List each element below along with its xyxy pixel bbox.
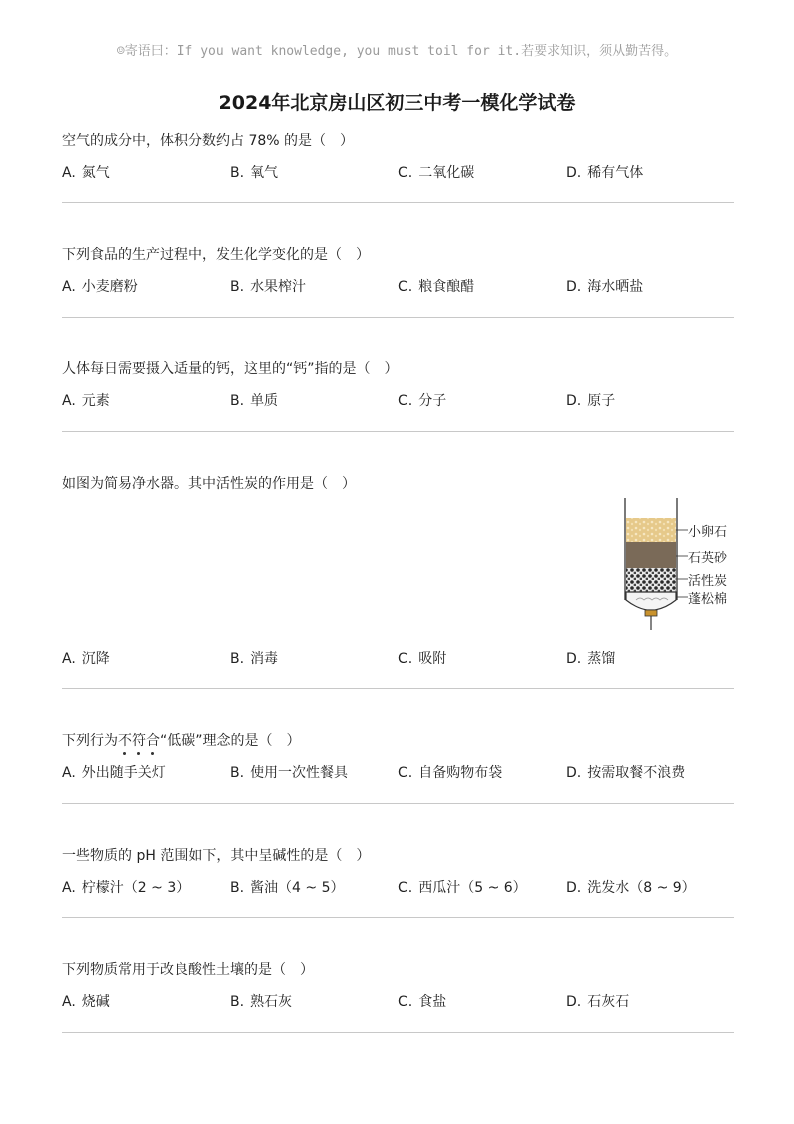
option-c[interactable]: C. 二氧化碳 (398, 165, 475, 181)
option-a[interactable]: A. 元素 (62, 393, 110, 409)
option-a[interactable]: A. 小麦磨粉 (62, 279, 138, 295)
option-c[interactable]: C. 粮食酿醋 (398, 279, 475, 295)
question-1 (62, 131, 734, 181)
option-b[interactable]: B. 水果榨汁 (230, 279, 307, 295)
option-b[interactable]: B. 单质 (230, 393, 279, 409)
option-b[interactable]: B. 氧气 (230, 165, 279, 181)
outlet-stopper (645, 610, 657, 616)
divider (62, 803, 734, 804)
pebble-layer (626, 518, 676, 542)
question-stem: 下列物质常用于改良酸性土壤的是（ ） (62, 962, 314, 978)
divider (62, 202, 734, 203)
question-7 (62, 960, 734, 1010)
question-3 (62, 359, 734, 409)
option-c[interactable]: C. 吸附 (398, 651, 447, 667)
options-row (62, 992, 734, 1012)
option-c[interactable]: C. 自备购物布袋 (398, 765, 503, 781)
divider (62, 317, 734, 318)
divider (62, 917, 734, 918)
option-c[interactable]: C. 食盐 (398, 994, 447, 1010)
option-b[interactable]: B. 酱油（4 ~ 5） (230, 880, 345, 896)
label-quartz-sand: 石英砂 (688, 551, 728, 566)
option-d[interactable]: D. 海水晒盐 (566, 279, 644, 295)
divider (62, 431, 734, 432)
options-row (62, 391, 734, 411)
water-filter-diagram (618, 496, 738, 636)
activated-carbon-layer (626, 568, 676, 592)
question-stem: 一些物质的 pH 范围如下，其中呈碱性的是（ ） (62, 848, 371, 864)
question-stem: 下列行为不符合 “低碳”理念的是（ ） (62, 731, 734, 751)
divider (62, 688, 734, 689)
option-a[interactable]: A. 沉降 (62, 651, 110, 667)
options-row (62, 763, 734, 783)
label-cotton: 蓬松棉 (688, 592, 728, 607)
question-2 (62, 245, 734, 295)
option-d[interactable]: D. 稀有气体 (566, 165, 644, 181)
question-stem: 空气的成分中，体积分数约占 78% 的是（ ） (62, 133, 355, 149)
option-d[interactable]: D. 按需取餐不浪费 (566, 765, 686, 781)
option-c[interactable]: C. 西瓜汁（5 ~ 6） (398, 880, 527, 896)
label-pebbles: 小卵石 (688, 525, 728, 540)
page-title: 2024年北京房山区初三中考一模化学试卷 (218, 92, 576, 114)
option-a[interactable]: A. 烧碱 (62, 994, 110, 1010)
option-d[interactable]: D. 石灰石 (566, 994, 630, 1010)
cotton-layer (626, 592, 676, 610)
divider (62, 1032, 734, 1033)
option-d[interactable]: D. 原子 (566, 393, 616, 409)
label-activated-carbon: 活性炭 (688, 574, 728, 589)
options-row (62, 163, 734, 183)
option-b[interactable]: B. 熟石灰 (230, 994, 293, 1010)
water-filter-figure (618, 496, 738, 636)
question-5 (62, 731, 734, 781)
option-b[interactable]: B. 消毒 (230, 651, 279, 667)
option-d[interactable]: D. 蒸馏 (566, 651, 616, 667)
options-row (62, 878, 734, 898)
option-a[interactable]: A. 氮气 (62, 165, 110, 181)
motto-header: ☺寄语曰：If you want knowledge, you must toil for it.若要求知识，须从勤苦得。 (116, 44, 678, 59)
emphasis-text: 不符合 (118, 733, 160, 749)
question-6 (62, 846, 734, 896)
question-stem: 下列食品的生产过程中，发生化学变化的是（ ） (62, 247, 370, 263)
question-stem: 如图为简易净水器。其中活性炭的作用是（ ） (62, 476, 356, 492)
option-a[interactable]: A. 柠檬汁（2 ~ 3） (62, 880, 191, 896)
quartz-sand-layer (626, 542, 676, 568)
option-c[interactable]: C. 分子 (398, 393, 447, 409)
question-stem: 人体每日需要摄入适量的钙，这里的“钙”指的是（ ） (62, 361, 399, 377)
option-a[interactable]: A. 外出随手关灯 (62, 765, 166, 781)
options-row (62, 277, 734, 297)
option-b[interactable]: B. 使用一次性餐具 (230, 765, 349, 781)
option-d[interactable]: D. 洗发水（8 ~ 9） (566, 880, 696, 896)
options-row (62, 649, 734, 669)
